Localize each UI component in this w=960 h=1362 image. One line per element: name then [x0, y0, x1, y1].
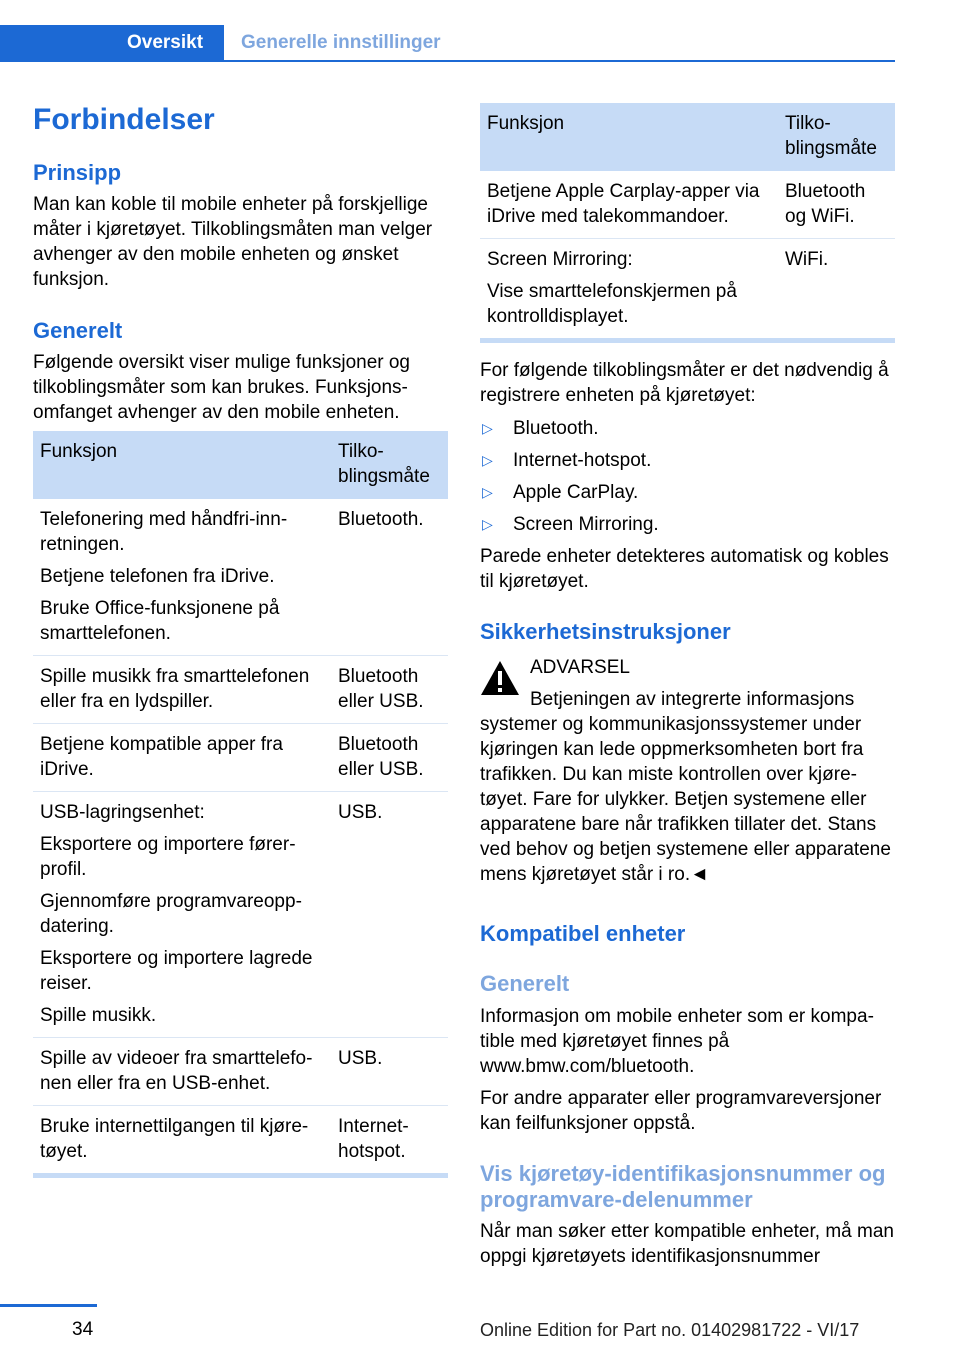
function-cell: [33, 656, 331, 724]
table-header-tilkoblingsmate: Tilkoblingsmåte: [778, 103, 895, 171]
function-cell: [33, 1106, 331, 1176]
page-number: 34: [72, 1319, 94, 1340]
function-line: Eksportere og importere førerprofil.: [40, 834, 296, 880]
function-line: Screen Mirroring:: [487, 249, 633, 270]
connection-cell: Bluetooth og WiFi.: [778, 171, 895, 239]
tab-oversikt[interactable]: Oversikt: [0, 25, 224, 61]
table-row: [480, 239, 895, 341]
connection-cell: USB.: [331, 1038, 448, 1106]
function-line: Betjene telefonen fra iDrive.: [40, 566, 275, 587]
heading-generelt: Generelt: [33, 318, 123, 343]
footer-rule: [0, 1304, 97, 1307]
footer-edition: Online Edition for Part no. 01402981722 - VI/17: [480, 1320, 860, 1340]
warning-title: ADVARSEL: [530, 657, 630, 678]
connection-cell: USB.: [331, 792, 448, 1038]
warning-icon: [480, 660, 520, 698]
function-cell: [33, 1038, 331, 1106]
vin-text: Når man søker etter kompatible enheter, må man oppgi kjøretøyets identifikasjonsnummer: [480, 1221, 894, 1267]
registration-text: For følgende tilkoblingsmåter er det nødvendig å registrere enheten på kjøretøyet:: [480, 360, 889, 406]
function-cell: [33, 499, 331, 656]
table-header-tilkoblingsmate: Tilkoblingsmåte: [331, 431, 448, 499]
table-row: [33, 724, 448, 792]
function-line: Eksportere og importere lagrede reiser.: [40, 948, 313, 994]
function-line: Gjennomføre programvareoppdatering.: [40, 891, 302, 937]
warning-text: systemer og kommunikasjonssystemer under kjøringen kan lede oppmerksomheten bort fra trafikken. Du kan miste kontrollen over kjøretøyet. Fare for ulykker. Betjen systemene eller apparatene bare når trafikken tillater det. Stans ved behov og betjen systemene eller apparatene mens kjøretøyet står i ro.◄: [480, 714, 891, 885]
heading-generelt-compat: Generelt: [480, 971, 570, 996]
table-row: [33, 1106, 448, 1176]
function-line: Spille av videoer fra smarttelefonen eller fra en USB-enhet.: [40, 1048, 313, 1094]
heading-kompatibel-enheter: Kompatibel enheter: [480, 921, 686, 946]
table-row: [33, 792, 448, 1038]
function-line: Betjene kompatible apper fra iDrive.: [40, 734, 283, 780]
function-line: Bruke internettilgangen til kjøretøyet.: [40, 1116, 309, 1162]
list-item: ▷ Bluetooth.: [482, 418, 599, 439]
heading-sikkerhetsinstruksjoner: Sikkerhetsinstruksjoner: [480, 619, 731, 644]
function-line: Telefonering med håndfri-innretningen.: [40, 509, 288, 555]
function-line: Spille musikk fra smarttelefonen eller fra en lydspiller.: [40, 666, 310, 712]
function-cell: [33, 792, 331, 1038]
triangle-bullet-icon: ▷: [482, 420, 493, 436]
function-line: Vise smarttelefonskjermen på kontrolldisplayet.: [487, 281, 737, 327]
compat-text-1: Informasjon om mobile enheter som er kompatible med kjøretøyet finnes på www.bmw.com/bluetooth.: [480, 1006, 874, 1077]
generelt-text: Følgende oversikt viser mulige funksjoner og tilkoblingsmåter som kan brukes. Funksjonsomfanget avhenger av den mobile enheten.: [33, 352, 411, 423]
function-line: USB-lagringsenhet:: [40, 802, 205, 823]
triangle-bullet-icon: ▷: [482, 516, 493, 532]
prinsipp-text: Man kan koble til mobile enheter på forskjellige måter i kjøretøyet. Tilkoblingsmåten man velger avhenger av den mobile enheten og ønsket funksjon.: [33, 194, 433, 290]
connection-cell: Bluetooth eller USB.: [331, 656, 448, 724]
function-cell: [480, 171, 778, 239]
table-header-funksjon: Funksjon: [33, 431, 331, 499]
function-line: Bruke Office-funksjonene på smarttelefonen.: [40, 598, 280, 644]
connection-cell: Bluetooth eller USB.: [331, 724, 448, 792]
warning-text-first-line: Betjeningen av integrerte informasjons: [530, 689, 855, 710]
function-line: Spille musikk.: [40, 1005, 157, 1026]
table-row: [33, 656, 448, 724]
triangle-bullet-icon: ▷: [482, 452, 493, 468]
compat-text-2: For andre apparater eller programvareversjoner kan feilfunksjoner oppstå.: [480, 1088, 882, 1134]
triangle-bullet-icon: ▷: [482, 484, 493, 500]
table-row: [33, 1038, 448, 1106]
paired-devices-text: Parede enheter detekteres automatisk og kobles til kjøretøyet.: [480, 546, 889, 592]
function-cell: [33, 724, 331, 792]
connections-table-continued: [480, 103, 895, 343]
connection-cell: WiFi.: [778, 239, 895, 341]
heading-vis-kjoretoy-id: Vis kjøretøy-identifikasjonsnummer og programvare-delenummer: [480, 1161, 886, 1212]
page-header: [0, 25, 895, 62]
table-row: [33, 499, 448, 656]
connection-cell: Bluetooth.: [331, 499, 448, 656]
list-item: ▷ Apple CarPlay.: [482, 482, 639, 503]
heading-prinsipp: Prinsipp: [33, 160, 122, 185]
list-item: ▷ Screen Mirroring.: [482, 514, 659, 535]
tab-generelle-innstillinger[interactable]: Generelle innstillinger: [241, 32, 441, 53]
page-title: Forbindelser: [33, 103, 215, 136]
function-line: Betjene Apple Carplay-apper via iDrive med talekommandoer.: [487, 181, 760, 227]
connection-cell: Internet-hotspot.: [331, 1106, 448, 1176]
function-cell: [480, 239, 778, 341]
list-item: ▷ Internet-hotspot.: [482, 450, 652, 471]
table-header-funksjon: Funksjon: [480, 103, 778, 171]
connections-table: [33, 431, 448, 1178]
registration-list: [480, 416, 895, 544]
table-row: [480, 171, 895, 239]
